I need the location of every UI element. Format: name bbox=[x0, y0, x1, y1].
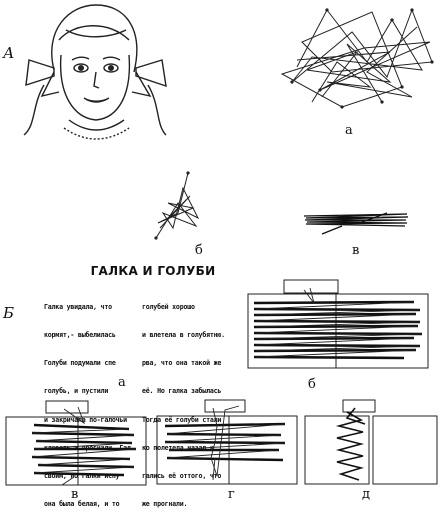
story-line: Голуби подумали спе bbox=[44, 359, 116, 368]
eye-track-face-b bbox=[148, 168, 208, 248]
eye-track-reading-g bbox=[155, 398, 300, 486]
story-line: голубей хорошо bbox=[142, 302, 195, 311]
section-a-label: А bbox=[3, 44, 15, 62]
eye-track-face-a bbox=[272, 2, 437, 120]
panel-label-b-top: б bbox=[195, 243, 203, 258]
story-line: и влетела в голубятню. bbox=[142, 331, 225, 340]
story-line: рва, что она такой же bbox=[142, 359, 222, 368]
eye-track-reading-v bbox=[4, 399, 149, 487]
eye-track-face-v bbox=[302, 208, 412, 238]
panel-label-b-bottom: б bbox=[308, 377, 316, 392]
eye-track-reading-b bbox=[244, 278, 434, 370]
story-line: её. Но галка забылась bbox=[142, 387, 222, 396]
story-line: своим, но галки испу bbox=[44, 472, 120, 481]
story-line: и закричала по-галочьи bbox=[44, 415, 127, 424]
story-title: ГАЛКА И ГОЛУБИ bbox=[90, 264, 216, 278]
story-line: клевать и прогнали. Гал bbox=[44, 443, 131, 452]
panel-label-a-top: а bbox=[345, 123, 353, 138]
panel-label-d-bottom: д bbox=[362, 487, 371, 502]
panel-label-a-bottom: а bbox=[118, 375, 126, 390]
story-line: кормят,- выбелилась bbox=[44, 331, 116, 340]
story-line: гались её оттого, что bbox=[142, 472, 222, 481]
story-line: Галка увидала, что bbox=[44, 302, 112, 311]
panel-label-g-bottom: г bbox=[228, 487, 235, 502]
eye-track-reading-d bbox=[303, 398, 441, 486]
story-line: Тогда её голуби стали bbox=[142, 415, 222, 424]
story-line: она была белая, и то bbox=[44, 500, 120, 509]
story-line: ко полетела назад к bbox=[142, 443, 214, 452]
panel-label-v-bottom: в bbox=[71, 487, 79, 502]
story-line: голубь, и пустили bbox=[44, 387, 109, 396]
girl-portrait-icon bbox=[14, 0, 174, 145]
story-line: же прогнали. bbox=[142, 500, 188, 509]
panel-label-v-top: в bbox=[352, 243, 360, 258]
section-b-label: Б bbox=[3, 304, 15, 322]
